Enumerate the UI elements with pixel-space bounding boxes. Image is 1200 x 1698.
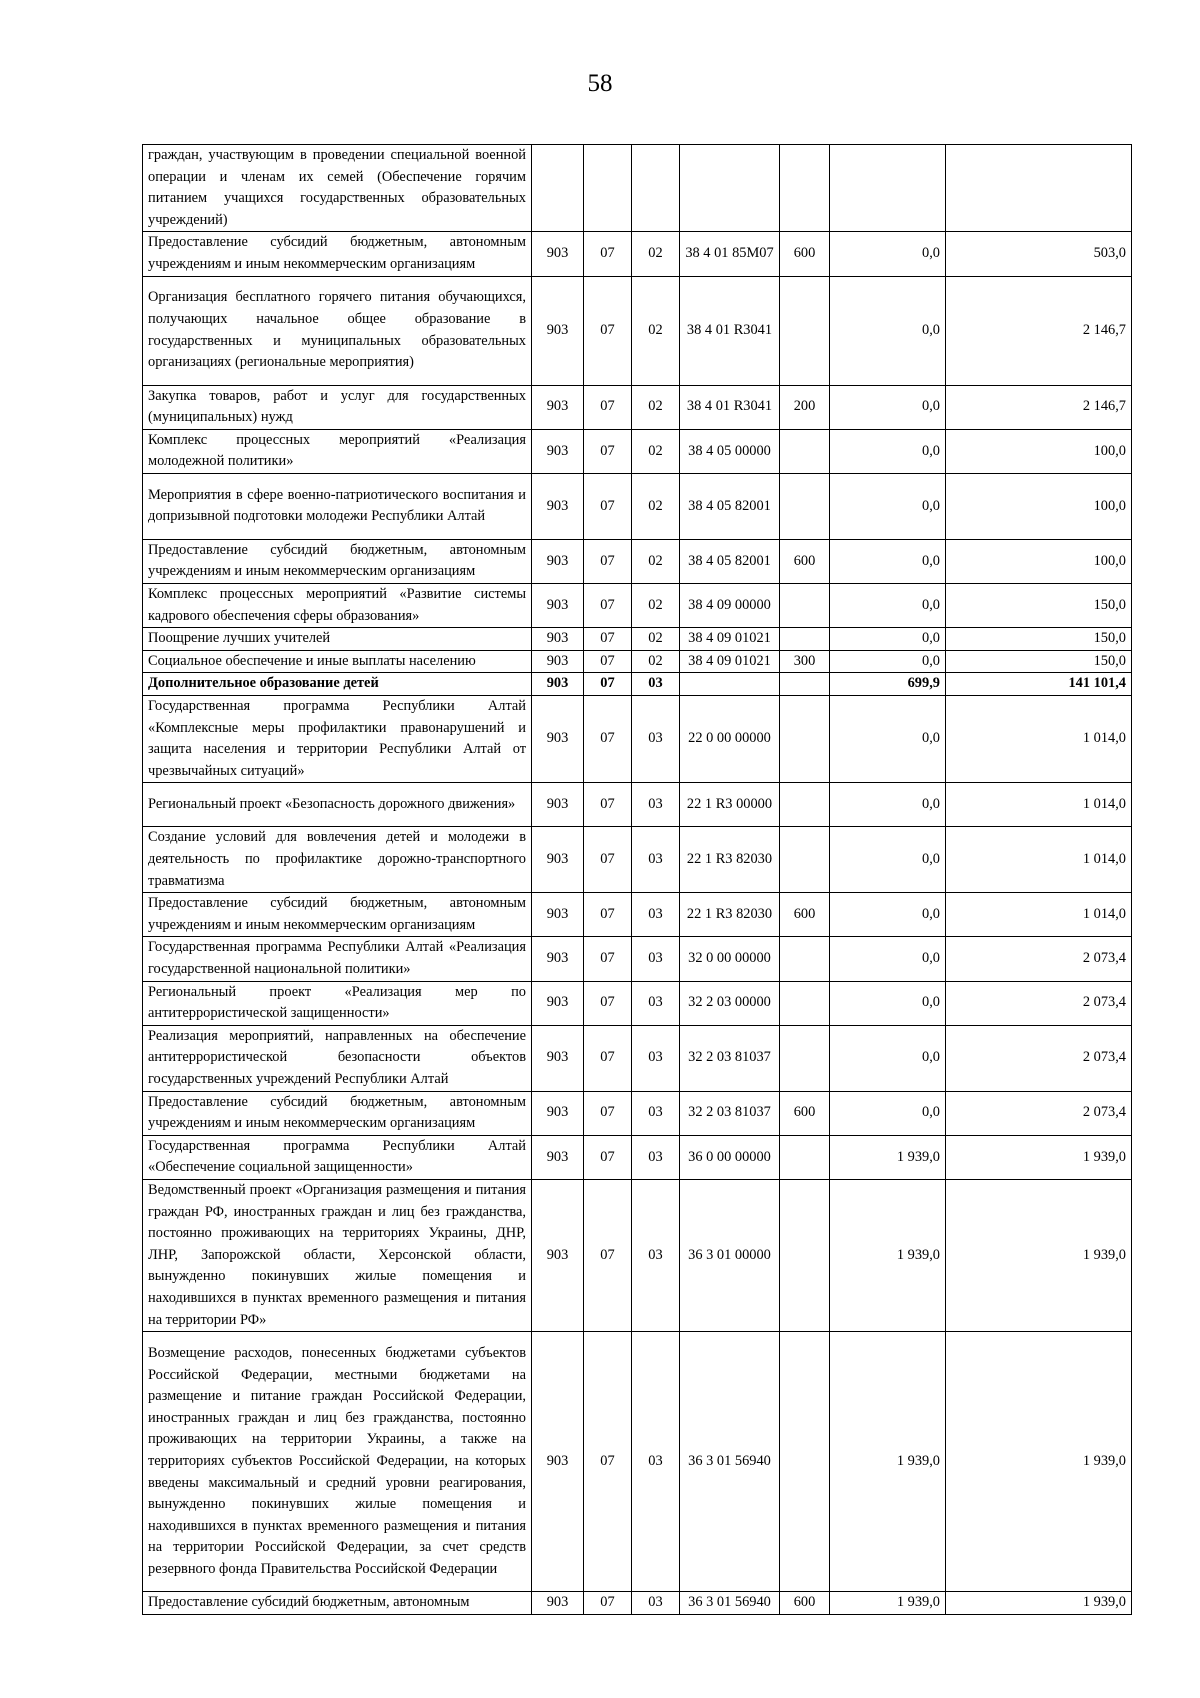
expense-type-code [780, 1332, 830, 1592]
subsection-code: 02 [632, 429, 680, 473]
target-article-code: 22 1 R3 82030 [680, 893, 780, 937]
target-article-code: 38 4 05 82001 [680, 539, 780, 583]
admin-code: 903 [532, 473, 584, 539]
amount-first: 0,0 [830, 695, 946, 782]
row-name: Государственная программа Республики Алтай «Обеспечение социальной защищенности» [143, 1135, 532, 1179]
amount-first: 1 939,0 [830, 1135, 946, 1179]
admin-code: 903 [532, 1180, 584, 1332]
amount-first: 0,0 [830, 981, 946, 1025]
table-row [143, 1332, 1132, 1592]
amount-second: 1 014,0 [946, 893, 1132, 937]
amount-first: 0,0 [830, 232, 946, 276]
admin-code: 903 [532, 1025, 584, 1091]
amount-second: 1 014,0 [946, 827, 1132, 893]
table-row [143, 827, 1132, 893]
section-code: 07 [584, 1180, 632, 1332]
amount-second: 150,0 [946, 628, 1132, 651]
expense-type-code [780, 1180, 830, 1332]
target-article-code: 36 3 01 56940 [680, 1592, 780, 1615]
amount-second: 100,0 [946, 429, 1132, 473]
expense-type-code [780, 783, 830, 827]
subsection-code: 03 [632, 673, 680, 696]
row-name: Дополнительное образование детей [143, 673, 532, 696]
amount-first: 0,0 [830, 429, 946, 473]
amount-first: 0,0 [830, 539, 946, 583]
target-article-code: 22 1 R3 00000 [680, 783, 780, 827]
row-name: Создание условий для вовлечения детей и молодежи в деятельность по профилактике дорожно-транспортного травматизма [143, 827, 532, 893]
row-name: Возмещение расходов, понесенных бюджетами субъектов Российской Федерации, местными бюджетами на размещение и питание граждан Российской Федерации, иностранных граждан и лиц без гражданства, постоянно проживающих на территории Украины, а также на территориях субъектов Российской Федерации, на которых введены максимальный и средний уровни реагирования, вынужденно покинувших жилые помещения и находившихся в пунктах временного размещения и питания на территории Российской Федерации, за счет средств резервного фонда Правительства Российской Федерации [143, 1332, 532, 1592]
admin-code: 903 [532, 232, 584, 276]
expense-type-code [780, 473, 830, 539]
table-row [143, 981, 1132, 1025]
admin-code: 903 [532, 1592, 584, 1615]
section-code: 07 [584, 893, 632, 937]
section-code: 07 [584, 695, 632, 782]
subsection-code: 03 [632, 981, 680, 1025]
table-row [143, 893, 1132, 937]
table-row [143, 429, 1132, 473]
expense-type-code [780, 628, 830, 651]
amount-second: 2 146,7 [946, 276, 1132, 385]
admin-code: 903 [532, 276, 584, 385]
expense-type-code [780, 673, 830, 696]
expense-type-code [780, 145, 830, 232]
expense-type-code [780, 1025, 830, 1091]
table-row [143, 276, 1132, 385]
amount-first: 1 939,0 [830, 1332, 946, 1592]
admin-code: 903 [532, 583, 584, 627]
row-name: Государственная программа Республики Алтай «Комплексные меры профилактики правонарушений и защита населения и территории Республики Алтай от чрезвычайных ситуаций» [143, 695, 532, 782]
table-row [143, 673, 1132, 696]
section-code: 07 [584, 583, 632, 627]
amount-second: 503,0 [946, 232, 1132, 276]
subsection-code: 02 [632, 628, 680, 651]
amount-second: 1 939,0 [946, 1592, 1132, 1615]
target-article-code: 36 0 00 00000 [680, 1135, 780, 1179]
target-article-code [680, 673, 780, 696]
subsection-code: 02 [632, 583, 680, 627]
table-row [143, 145, 1132, 232]
subsection-code: 03 [632, 893, 680, 937]
expense-type-code [780, 981, 830, 1025]
admin-code: 903 [532, 539, 584, 583]
amount-second: 2 073,4 [946, 1025, 1132, 1091]
row-name: Предоставление субсидий бюджетным, автономным учреждениям и иным некоммерческим организациям [143, 1091, 532, 1135]
expense-type-code: 600 [780, 893, 830, 937]
admin-code: 903 [532, 695, 584, 782]
amount-first: 0,0 [830, 276, 946, 385]
target-article-code: 36 3 01 00000 [680, 1180, 780, 1332]
table-row [143, 473, 1132, 539]
section-code: 07 [584, 1135, 632, 1179]
table-row [143, 1135, 1132, 1179]
admin-code: 903 [532, 1332, 584, 1592]
subsection-code: 02 [632, 232, 680, 276]
table-row [143, 628, 1132, 651]
expense-type-code: 600 [780, 1592, 830, 1615]
table-row [143, 539, 1132, 583]
row-name: Предоставление субсидий бюджетным, автономным учреждениям и иным некоммерческим организациям [143, 893, 532, 937]
amount-second: 2 073,4 [946, 981, 1132, 1025]
admin-code: 903 [532, 893, 584, 937]
amount-second: 1 014,0 [946, 695, 1132, 782]
section-code: 07 [584, 232, 632, 276]
subsection-code: 03 [632, 1025, 680, 1091]
amount-second: 2 073,4 [946, 937, 1132, 981]
subsection-code: 02 [632, 539, 680, 583]
table-row [143, 783, 1132, 827]
row-name: Предоставление субсидий бюджетным, автономным учреждениям и иным некоммерческим организациям [143, 539, 532, 583]
section-code: 07 [584, 981, 632, 1025]
target-article-code: 36 3 01 56940 [680, 1332, 780, 1592]
section-code: 07 [584, 1592, 632, 1615]
section-code [584, 145, 632, 232]
target-article-code: 38 4 05 00000 [680, 429, 780, 473]
admin-code: 903 [532, 628, 584, 651]
target-article-code: 32 2 03 00000 [680, 981, 780, 1025]
target-article-code: 38 4 05 82001 [680, 473, 780, 539]
subsection-code: 03 [632, 827, 680, 893]
subsection-code: 03 [632, 695, 680, 782]
amount-first: 1 939,0 [830, 1592, 946, 1615]
subsection-code: 02 [632, 276, 680, 385]
row-name: граждан, участвующим в проведении специальной военной операции и членам их семей (Обеспечение горячим питанием учащихся государственных образовательных учреждений) [143, 145, 532, 232]
amount-first: 0,0 [830, 473, 946, 539]
row-name: Комплекс процессных мероприятий «Реализация молодежной политики» [143, 429, 532, 473]
budget-table-body [143, 145, 1132, 1615]
row-name: Региональный проект «Реализация мер по антитеррористической защищенности» [143, 981, 532, 1025]
table-row [143, 1592, 1132, 1615]
row-name: Поощрение лучших учителей [143, 628, 532, 651]
admin-code: 903 [532, 429, 584, 473]
target-article-code: 32 2 03 81037 [680, 1025, 780, 1091]
amount-first: 0,0 [830, 827, 946, 893]
row-name: Закупка товаров, работ и услуг для государственных (муниципальных) нужд [143, 385, 532, 429]
subsection-code: 02 [632, 473, 680, 539]
section-code: 07 [584, 1332, 632, 1592]
amount-second: 1 939,0 [946, 1180, 1132, 1332]
amount-second: 100,0 [946, 539, 1132, 583]
subsection-code: 03 [632, 1332, 680, 1592]
amount-first: 0,0 [830, 783, 946, 827]
amount-first: 0,0 [830, 893, 946, 937]
subsection-code [632, 145, 680, 232]
section-code: 07 [584, 650, 632, 673]
admin-code: 903 [532, 1135, 584, 1179]
expense-type-code [780, 276, 830, 385]
table-row [143, 1180, 1132, 1332]
section-code: 07 [584, 628, 632, 651]
row-name: Предоставление субсидий бюджетным, автономным учреждениям и иным некоммерческим организациям [143, 232, 532, 276]
amount-second: 1 939,0 [946, 1135, 1132, 1179]
target-article-code: 22 1 R3 82030 [680, 827, 780, 893]
amount-first [830, 145, 946, 232]
amount-first: 0,0 [830, 583, 946, 627]
target-article-code: 38 4 01 R3041 [680, 385, 780, 429]
section-code: 07 [584, 937, 632, 981]
row-name: Организация бесплатного горячего питания обучающихся, получающих начальное общее образование в государственных и муниципальных образовательных организациях (региональные мероприятия) [143, 276, 532, 385]
amount-second: 141 101,4 [946, 673, 1132, 696]
admin-code: 903 [532, 827, 584, 893]
target-article-code: 22 0 00 00000 [680, 695, 780, 782]
subsection-code: 03 [632, 1180, 680, 1332]
expense-type-code [780, 583, 830, 627]
section-code: 07 [584, 276, 632, 385]
amount-second: 100,0 [946, 473, 1132, 539]
expense-type-code: 600 [780, 539, 830, 583]
table-row [143, 1091, 1132, 1135]
budget-table [142, 144, 1132, 1615]
amount-second: 1 939,0 [946, 1332, 1132, 1592]
admin-code: 903 [532, 937, 584, 981]
amount-first: 0,0 [830, 1025, 946, 1091]
expense-type-code: 300 [780, 650, 830, 673]
amount-first: 699,9 [830, 673, 946, 696]
admin-code [532, 145, 584, 232]
expense-type-code [780, 695, 830, 782]
table-row [143, 232, 1132, 276]
row-name: Ведомственный проект «Организация размещения и питания граждан РФ, иностранных граждан и лиц без гражданства, постоянно проживающих на территориях Украины, ДНР, ЛНР, Запорожской области, Херсонской области, вынужденно покинувших жилые помещения и находившихся в пунктах временного размещения и питания на территории РФ» [143, 1180, 532, 1332]
admin-code: 903 [532, 385, 584, 429]
section-code: 07 [584, 673, 632, 696]
section-code: 07 [584, 473, 632, 539]
table-row [143, 1025, 1132, 1091]
amount-first: 0,0 [830, 1091, 946, 1135]
target-article-code: 38 4 09 01021 [680, 650, 780, 673]
section-code: 07 [584, 539, 632, 583]
subsection-code: 03 [632, 1135, 680, 1179]
admin-code: 903 [532, 1091, 584, 1135]
target-article-code: 32 2 03 81037 [680, 1091, 780, 1135]
row-name: Государственная программа Республики Алтай «Реализация государственной национальной политики» [143, 937, 532, 981]
target-article-code [680, 145, 780, 232]
amount-first: 0,0 [830, 650, 946, 673]
row-name: Социальное обеспечение и иные выплаты населению [143, 650, 532, 673]
row-name: Региональный проект «Безопасность дорожного движения» [143, 783, 532, 827]
admin-code: 903 [532, 673, 584, 696]
expense-type-code [780, 429, 830, 473]
section-code: 07 [584, 783, 632, 827]
admin-code: 903 [532, 981, 584, 1025]
amount-first: 0,0 [830, 628, 946, 651]
section-code: 07 [584, 385, 632, 429]
admin-code: 903 [532, 783, 584, 827]
amount-second: 2 146,7 [946, 385, 1132, 429]
section-code: 07 [584, 827, 632, 893]
table-row [143, 650, 1132, 673]
table-row [143, 385, 1132, 429]
subsection-code: 03 [632, 1091, 680, 1135]
section-code: 07 [584, 1091, 632, 1135]
target-article-code: 38 4 09 00000 [680, 583, 780, 627]
amount-second: 150,0 [946, 650, 1132, 673]
amount-second: 2 073,4 [946, 1091, 1132, 1135]
amount-second [946, 145, 1132, 232]
section-code: 07 [584, 1025, 632, 1091]
section-code: 07 [584, 429, 632, 473]
table-row [143, 583, 1132, 627]
page-number: 58 [587, 70, 613, 97]
row-name: Мероприятия в сфере военно-патриотического воспитания и допризывной подготовки молодежи Республики Алтай [143, 473, 532, 539]
expense-type-code [780, 1135, 830, 1179]
expense-type-code: 200 [780, 385, 830, 429]
amount-second: 1 014,0 [946, 783, 1132, 827]
expense-type-code: 600 [780, 232, 830, 276]
target-article-code: 38 4 01 R3041 [680, 276, 780, 385]
table-row [143, 937, 1132, 981]
row-name: Предоставление субсидий бюджетным, автономным [143, 1592, 532, 1615]
expense-type-code [780, 937, 830, 981]
target-article-code: 38 4 01 85М07 [680, 232, 780, 276]
expense-type-code: 600 [780, 1091, 830, 1135]
subsection-code: 03 [632, 937, 680, 981]
admin-code: 903 [532, 650, 584, 673]
amount-first: 0,0 [830, 937, 946, 981]
subsection-code: 03 [632, 783, 680, 827]
table-row [143, 695, 1132, 782]
subsection-code: 03 [632, 1592, 680, 1615]
subsection-code: 02 [632, 385, 680, 429]
target-article-code: 38 4 09 01021 [680, 628, 780, 651]
row-name: Реализация мероприятий, направленных на обеспечение антитеррористической безопасности объектов государственных учреждений Республики Алтай [143, 1025, 532, 1091]
expense-type-code [780, 827, 830, 893]
amount-first: 0,0 [830, 385, 946, 429]
amount-first: 1 939,0 [830, 1180, 946, 1332]
target-article-code: 32 0 00 00000 [680, 937, 780, 981]
subsection-code: 02 [632, 650, 680, 673]
row-name: Комплекс процессных мероприятий «Развитие системы кадрового обеспечения сферы образования» [143, 583, 532, 627]
amount-second: 150,0 [946, 583, 1132, 627]
